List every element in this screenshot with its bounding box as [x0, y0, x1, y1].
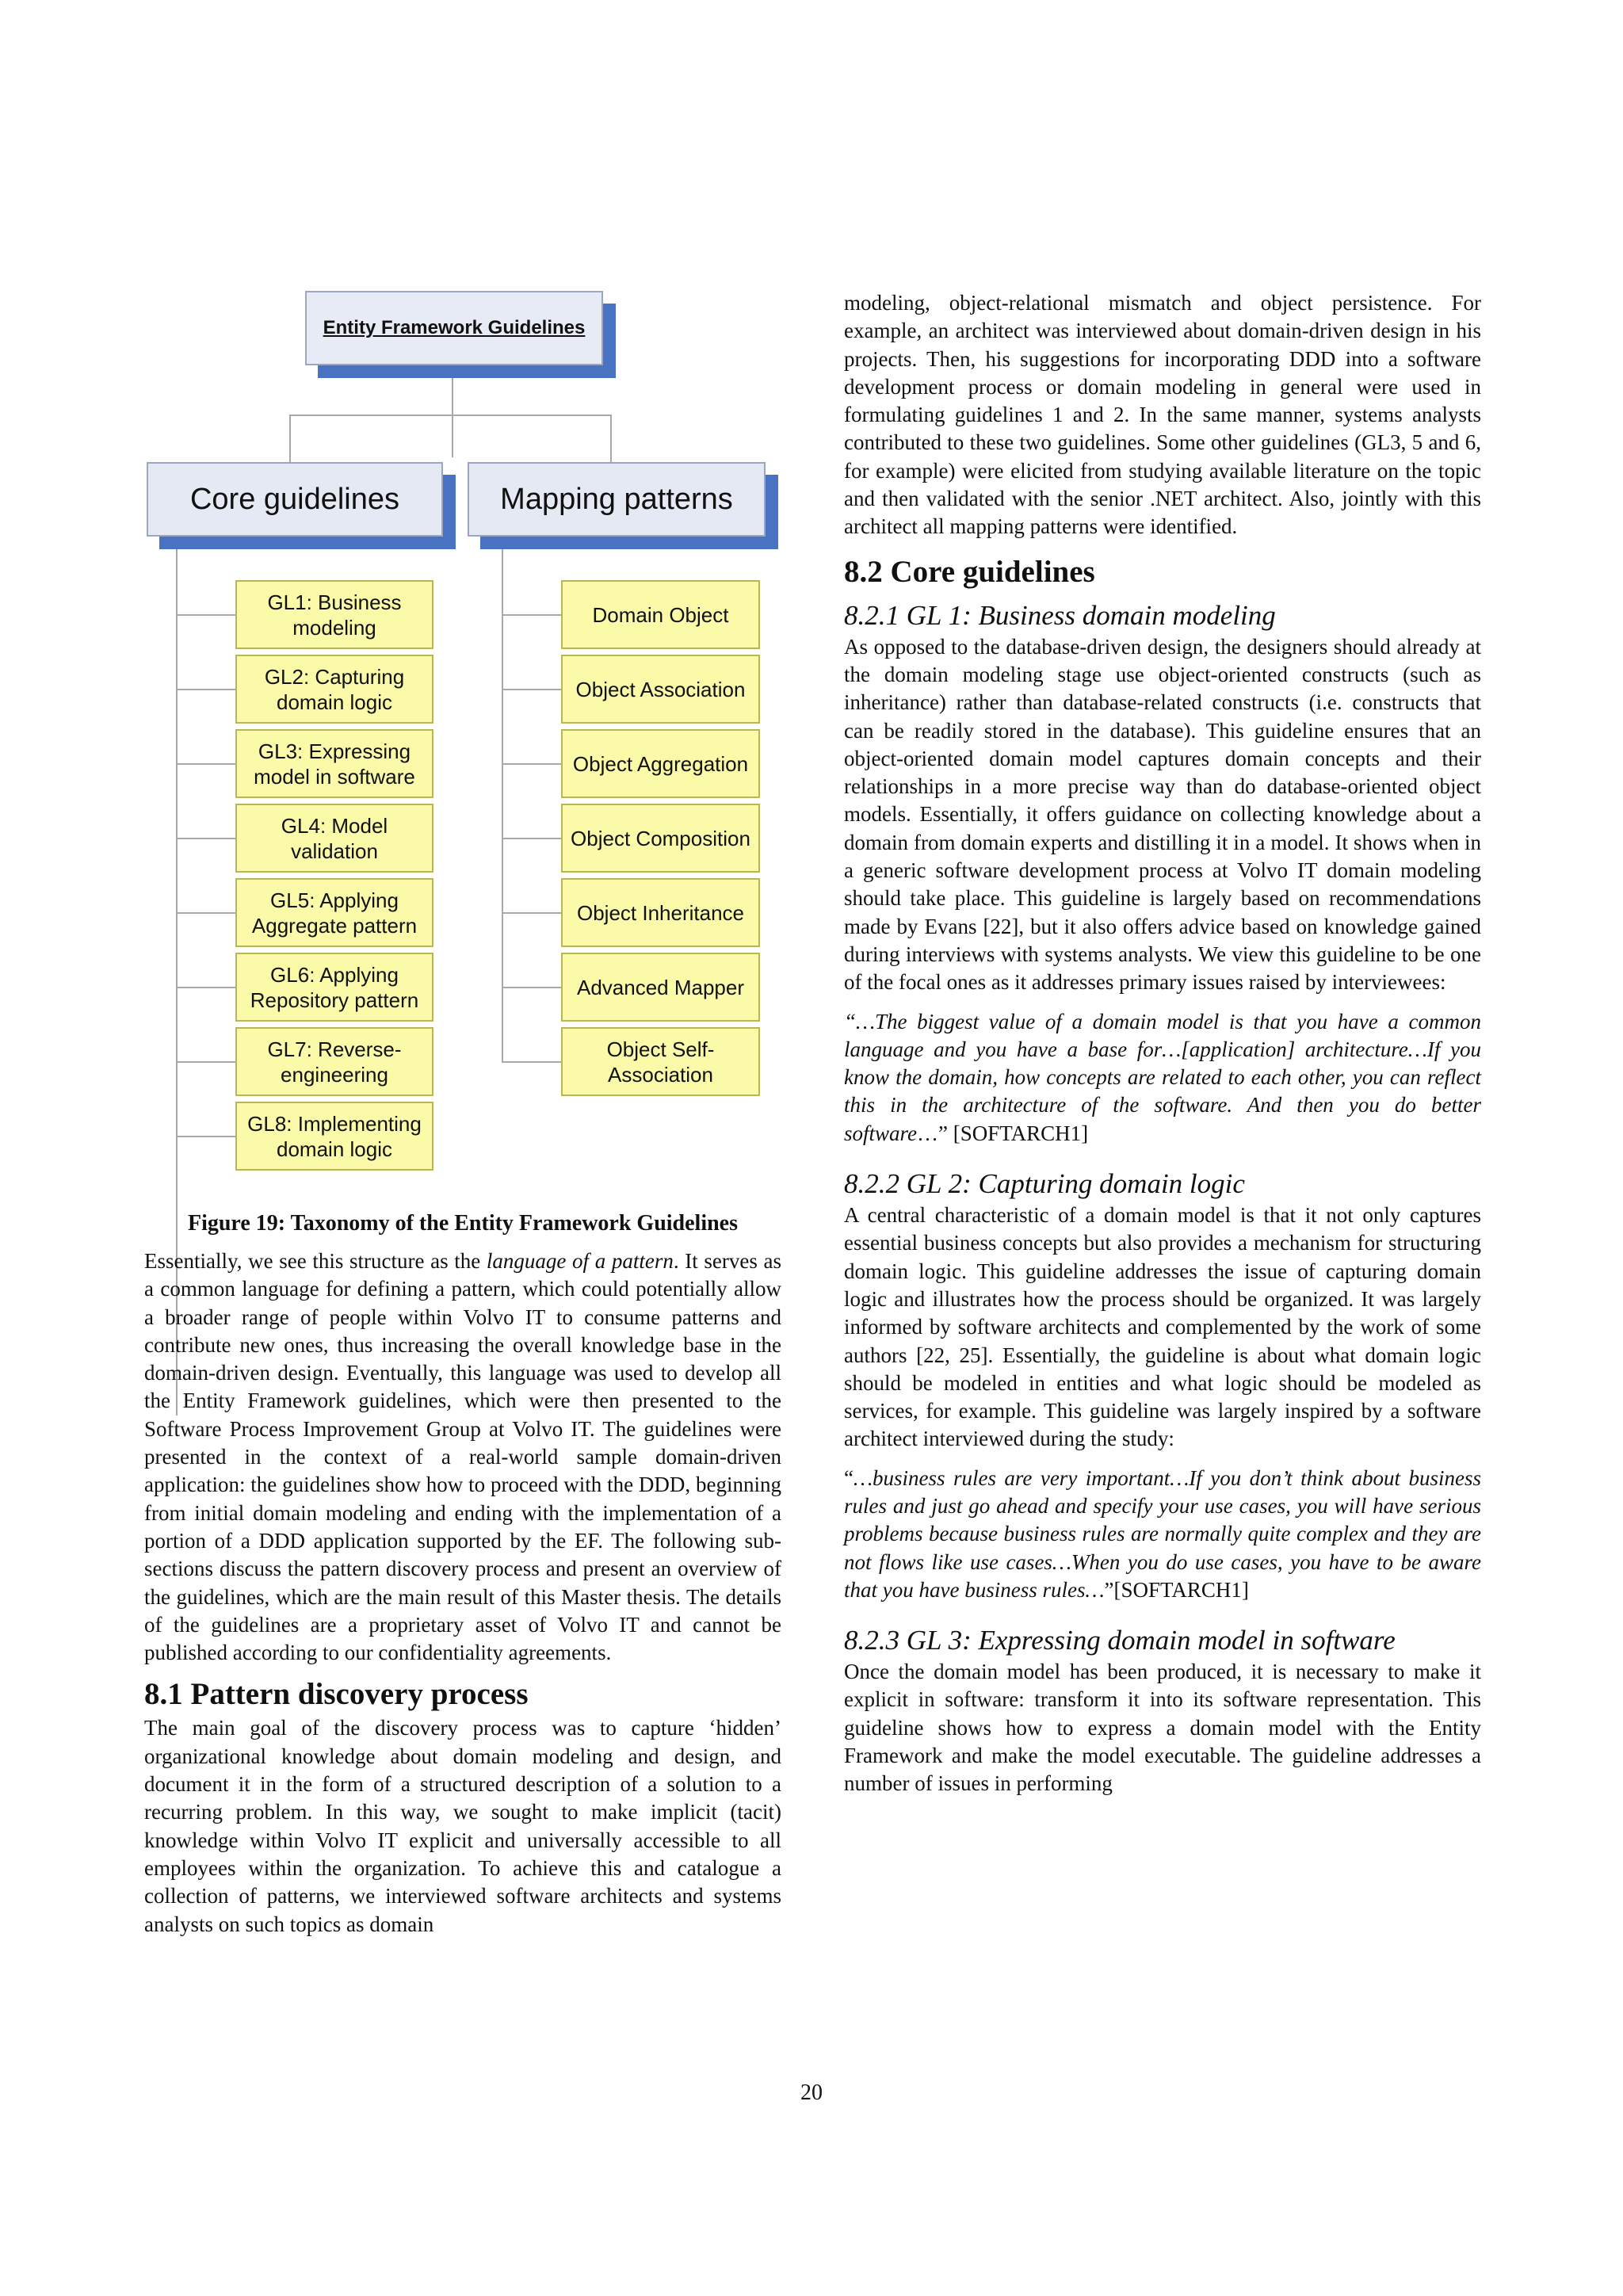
connector-line — [176, 763, 236, 765]
mapping-pattern-node: Domain Object — [561, 580, 760, 649]
connector-line — [502, 614, 562, 616]
mapping-pattern-node: Object Aggregation — [561, 729, 760, 798]
guideline-node: GL7: Reverse-engineering — [235, 1027, 433, 1096]
taxonomy-diagram — [135, 281, 800, 1177]
mapping-patterns-node: Mapping patterns — [468, 462, 766, 537]
guideline-node: GL6: Applying Repository pattern — [235, 953, 433, 1022]
connector-line — [502, 1061, 562, 1063]
right-column — [844, 289, 1481, 1798]
paragraph: As opposed to the database-driven design, the designers should already at the domain modeling stage use object-oriented constructs (such as inheritance) rather than database-related constructs (i.e. constructs that can be readily stored in the database). This guideline ensures that an object-oriented domain model captures domain concepts and their relationships in a more precise way than do database-oriented object models. Essentially, it offers guidance on collecting knowledge about a domain from domain experts and distilling it in a model. It shows when in a generic software development process at Volvo IT domain modeling should take place. This guideline is largely based on recommendations made by Evans [22], but it also offers advice based on knowledge gained during interviews with systems analysts. We view this guideline to be one of the focal ones as it addresses primary issues raised by interviewees: — [844, 634, 1481, 995]
mapping-pattern-node: Object Inheritance — [561, 878, 760, 947]
paragraph: A central characteristic of a domain model is that it not only captures essential business concepts but also provides a mechanism for structuring domain logic. This guideline addresses the issue of capturing domain logic and illustrates how the process should be organized. It was largely informed by software architects and complemented by the work of some authors [22, 25]. Essentially, the guideline is about what domain logic should be modeled in entities and what logic should be modeled as services, for example. This guideline was largely inspired by a software architect interviewed during the study: — [844, 1203, 1481, 1451]
guideline-node: GL8: Implementing domain logic — [235, 1102, 433, 1171]
connector-line — [176, 987, 236, 988]
connector-line — [176, 912, 236, 914]
connector-line — [176, 1061, 236, 1063]
figure-caption: Figure 19: Taxonomy of the Entity Framework Guidelines — [187, 1211, 739, 1236]
section-heading: 8.1 Pattern discovery process — [144, 1677, 529, 1712]
connector-line — [289, 415, 611, 416]
guideline-node: GL3: Expressing model in software — [235, 729, 433, 798]
mapping-pattern-node: Advanced Mapper — [561, 953, 760, 1022]
emphasis: language of a pattern — [486, 1249, 674, 1273]
quote: “…The biggest value of a domain model is that you have a common language and you have a base for…[application] architecture…If you know the domain, how concepts are related to each other, you can reflect this in the architecture of the software. And then you do better software…” [SOFTARCH1] — [844, 1009, 1481, 1145]
left-column — [144, 1247, 781, 1939]
connector-line — [502, 549, 503, 1062]
connector-line — [289, 415, 291, 462]
connector-line — [502, 987, 562, 988]
paragraph: Once the domain model has been produced, it is necessary to make it explicit in software: transform it into its software representation. This guideline shows how to express a domain model with the Entity Framework and make the model executable. The guideline addresses a number of issues in performing — [844, 1660, 1481, 1796]
root-node: Entity Framework Guidelines — [305, 291, 603, 365]
connector-line — [502, 838, 562, 839]
connector-line — [176, 1136, 236, 1137]
paragraph: The main goal of the discovery process was to capture ‘hidden’ organizational knowledge about domain modeling and design, and document it in the form of a structured description of a solution to a recurring problem. In this way, we sought to make implicit (tacit) knowledge within Volvo IT explicit and universally accessible to all employees within the organization. To achieve this and catalogue a collection of patterns, we interviewed software architects and systems analysts on such topics as domain — [144, 1716, 781, 1936]
connector-line — [502, 912, 562, 914]
guideline-node: GL4: Model validation — [235, 804, 433, 873]
subsection-heading: 8.2.2 GL 2: Capturing domain logic — [844, 1168, 1245, 1200]
mapping-pattern-node: Object Self-Association — [561, 1027, 760, 1096]
subsection-heading: 8.2.1 GL 1: Business domain modeling — [844, 599, 1276, 631]
connector-line — [176, 614, 236, 616]
connector-line — [610, 415, 612, 462]
connector-line — [502, 689, 562, 690]
connector-line — [176, 689, 236, 690]
page-number: 20 — [800, 2080, 823, 2105]
paragraph: modeling, object-relational mismatch and object persistence. For example, an architect was interviewed about domain-driven design in his projects. Then, his suggestions for incorporating DDD into a software development process or domain modeling in general were used in formulating guidelines 1 and 2. In the same manner, systems analysts contributed to these two guidelines. Some other guidelines (GL3, 5 and 6, for example) were elicited from studying available literature on the topic and then validated with the senior .NET architect. Also, jointly with this architect all mapping patterns were identified. — [844, 291, 1481, 539]
mapping-pattern-node: Object Composition — [561, 804, 760, 873]
connector-line — [452, 365, 453, 457]
connector-line — [176, 838, 236, 839]
core-guidelines-node: Core guidelines — [147, 462, 443, 537]
section-heading: 8.2 Core guidelines — [844, 554, 1095, 589]
guideline-node: GL5: Applying Aggregate pattern — [235, 878, 433, 947]
mapping-pattern-node: Object Association — [561, 655, 760, 724]
guideline-node: GL2: Capturing domain logic — [235, 655, 433, 724]
paragraph: Essentially, we see this structure as the language of a pattern. It serves as a common language for defining a pattern, which could potentially allow a broader range of people within Volvo IT to consume patterns and contribute new ones, thus increasing the overall knowledge base in the domain-driven design. Eventually, this language was used to develop all the Entity Framework guidelines, which were then presented to the Software Process Improvement Group at Volvo IT. The guidelines were presented in the context of a real-world sample domain-driven application: the guidelines show how to proceed with the DDD, beginning from initial domain modeling and ending with the implementation of a portion of a DDD application supported by the EF. The following sub-sections discuss the pattern discovery process and present an overview of the guidelines, which are the main result of this Master thesis. The details of the guidelines are a proprietary asset of Volvo IT and cannot be published according to our confidentiality agreements. — [144, 1249, 781, 1665]
quote: “…business rules are very important…If you don’t think about business rules and just go ahead and specify your use cases, you will have serious problems because business rules are normally quite complex and they are not flows like use cases…When you do use cases, you have to be aware that you have business rules…”[SOFTARCH1] — [844, 1465, 1481, 1602]
connector-line — [502, 763, 562, 765]
subsection-heading: 8.2.3 GL 3: Expressing domain model in software — [844, 1625, 1396, 1656]
guideline-node: GL1: Business modeling — [235, 580, 433, 649]
